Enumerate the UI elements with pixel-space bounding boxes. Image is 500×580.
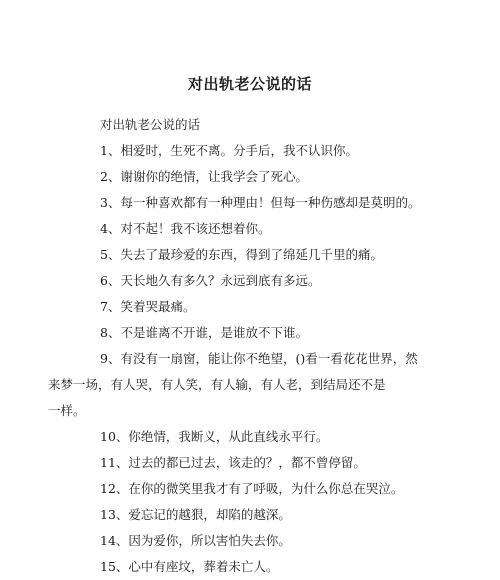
list-item: 3、每一种喜欢都有一种理由！但每一种伤感却是莫明的。 [100,195,421,210]
document-title: 对出轨老公说的话 [187,75,312,93]
list-item-9 [48,346,434,424]
item9-line2: 来梦一场，有人哭，有人笑，有人输，有人老，到结局还不是 [48,377,386,392]
intro-paragraph: 对出轨老公说的话 [100,117,201,132]
list-item: 7、笑着哭最痛。 [100,299,196,314]
list-item: 15、心中有座坟，葬着未亡人。 [100,559,279,574]
document-body [48,112,434,580]
list-item: 10、你绝情，我断义，从此直线永平行。 [100,429,329,444]
list-item: 13、爱忘记的越狠，却陷的越深。 [100,507,291,522]
list-item: 11、过去的都已过去，该走的？，都不曾停留。 [100,455,366,470]
list-item: 4、对不起！我不该还想着你。 [100,221,271,236]
list-item: 8、不是谁离不开谁，是谁放不下谁。 [100,325,308,340]
list-item: 1、相爱时，生死不离。分手后，我不认识你。 [100,143,358,158]
item9-line1: 9、有没有一扇窗，能让你不绝望，()看一看花花世界，然 [100,351,418,366]
item9-line3: 一样。 [48,403,86,418]
list-item: 6、天长地久有多久？永远到底有多远。 [100,273,321,288]
list-item: 12、在你的微笑里我才有了呼吸，为什么你总在哭泣。 [100,481,404,496]
list-item: 5、失去了最珍爱的东西，得到了绵延几千里的痛。 [100,247,383,262]
list-item: 14、因为爱你，所以害怕失去你。 [100,533,291,548]
list-item: 2、谢谢你的绝情，让我学会了死心。 [100,169,308,184]
